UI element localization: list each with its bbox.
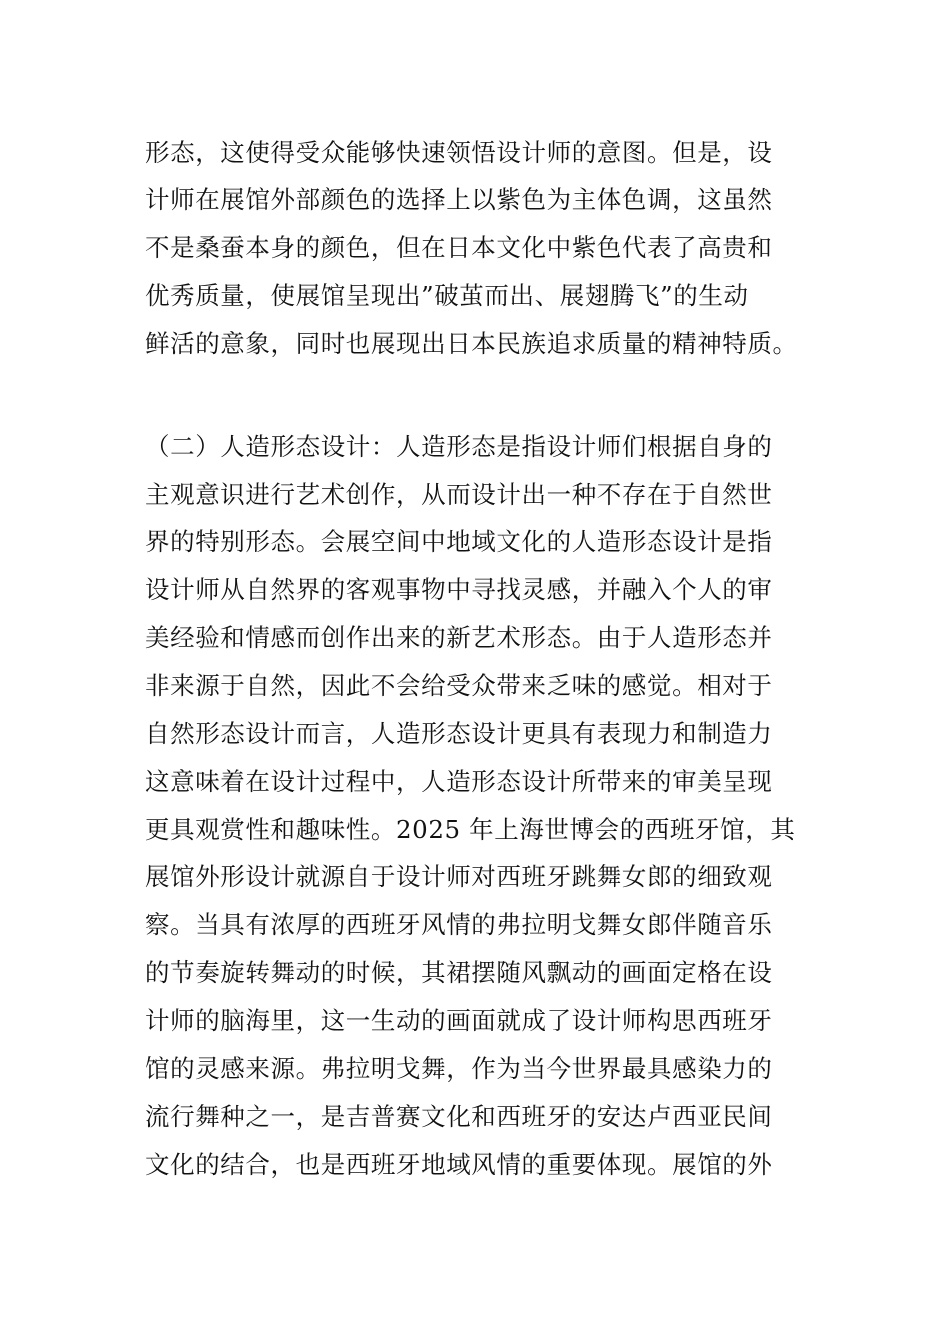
paragraph-2-line-3: 界的特别形态。会展空间中地域文化的人造形态设计是指 [145,527,773,556]
paragraph-1-line-3: 不是桑蚕本身的颜色，但在日本文化中紫色代表了高贵和 [145,233,773,262]
paragraph-2-line-5: 美经验和情感而创作出来的新艺术形态。由于人造形态并 [145,623,773,652]
paragraph-2-line-16: 文化的结合，也是西班牙地域风情的重要体现。展馆的外 [145,1150,773,1179]
paragraph-2-line-13: 计师的脑海里，这一生动的画面就成了设计师构思西班牙 [145,1006,773,1035]
paragraph-2-line-4: 设计师从自然界的客观事物中寻找灵感，并融入个人的审 [145,575,773,604]
paragraph-2-line-10: 展馆外形设计就源自于设计师对西班牙跳舞女郎的细致观 [145,862,773,891]
paragraph-2-line-7: 自然形态设计而言，人造形态设计更具有表现力和制造力 [145,719,773,748]
paragraph-2-line-9: 更具观赏性和趣味性。2025 年上海世博会的西班牙馆，其 [145,815,796,844]
paragraph-2-line-14: 馆的灵感来源。弗拉明戈舞，作为当今世界最具感染力的 [145,1054,773,1083]
paragraph-2-line-11: 察。当具有浓厚的西班牙风情的弗拉明戈舞女郎伴随音乐 [145,910,773,939]
paragraph-2-line-12: 的节奏旋转舞动的时候，其裙摆随风飘动的画面定格在设 [145,958,773,987]
paragraph-2-line-15: 流行舞种之一，是吉普赛文化和西班牙的安达卢西亚民间 [145,1102,773,1131]
paragraph-1-line-4: 优秀质量，使展馆呈现出”破茧而出、展翅腾飞”的生动 [145,281,749,310]
paragraph-2-line-6: 非来源于自然，因此不会给受众带来乏味的感觉。相对于 [145,671,773,700]
paragraph-1-line-5: 鲜活的意象，同时也展现出日本民族追求质量的精神特质。 [145,329,798,358]
paragraph-2-line-2: 主观意识进行艺术创作，从而设计出一种不存在于自然世 [145,480,773,509]
paragraph-2-line-1: （二）人造形态设计：人造形态是指设计师们根据自身的 [145,432,773,461]
paragraph-2-line-8: 这意味着在设计过程中，人造形态设计所带来的审美呈现 [145,767,773,796]
paragraph-1-line-2: 计师在展馆外部颜色的选择上以紫色为主体色调，这虽然 [145,185,773,214]
paragraph-1-line-1: 形态，这使得受众能够快速领悟设计师的意图。但是，设 [145,138,773,167]
